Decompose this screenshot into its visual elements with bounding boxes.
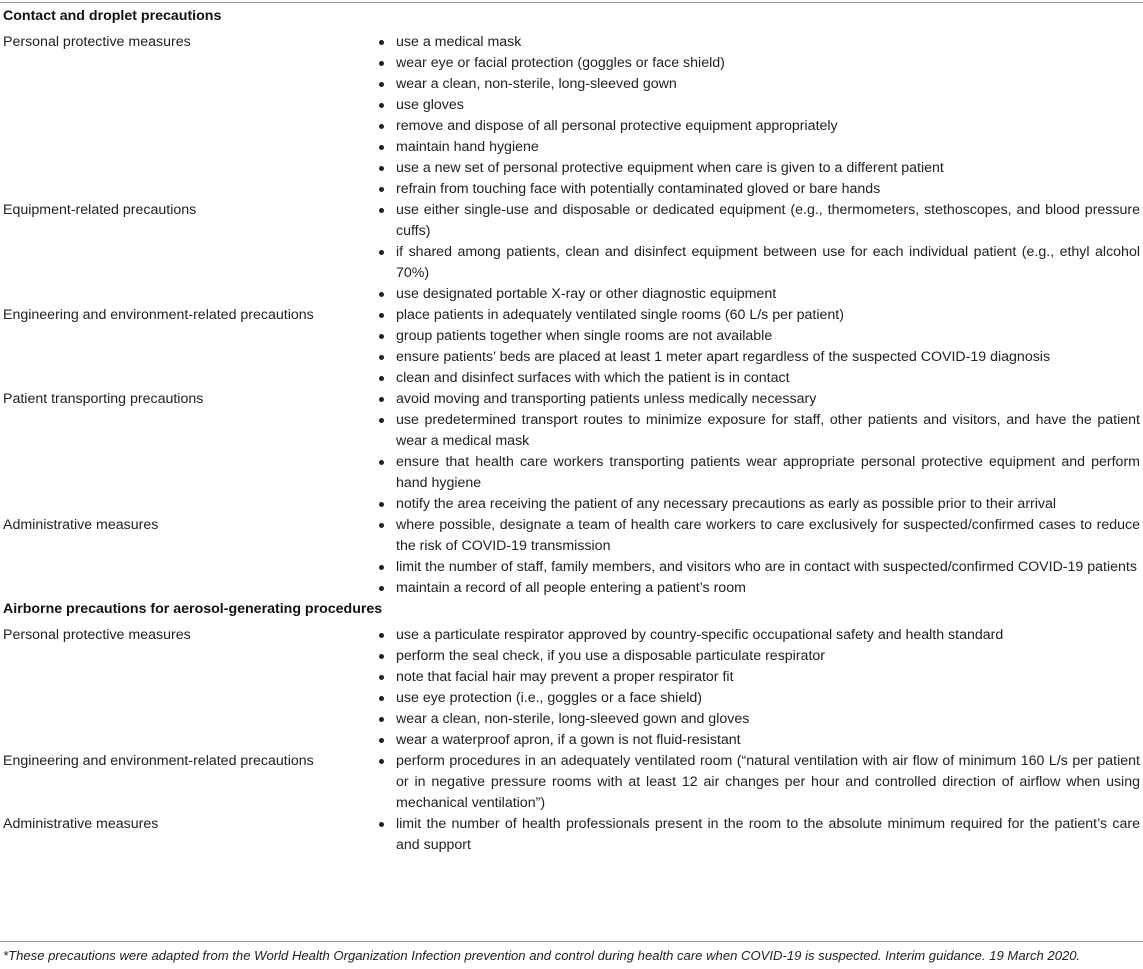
list-item: use a medical mask (372, 32, 1140, 53)
list-item: maintain a record of all people entering a patient’s room (372, 578, 1140, 599)
list-item: perform the seal check, if you use a disposable particulate respirator (372, 646, 1140, 667)
list-item: use predetermined transport routes to minimize exposure for staff, other patients and visitors, and have the patient wear a medical mask (372, 410, 1140, 452)
bullet-list (372, 389, 1140, 515)
list-item: note that facial hair may prevent a proper respirator fit (372, 667, 1140, 688)
section-title: Airborne precautions for aerosol-generating procedures (3, 601, 383, 617)
row-label: Equipment-related precautions (3, 202, 197, 218)
table-footnote: *These precautions were adapted from the World Health Organization Infection prevention and control during health care when COVID-19 is suspected. Interim guidance. 19 March 2020. (3, 948, 1081, 963)
list-item: use a new set of personal protective equipment when care is given to a different patient (372, 158, 1140, 179)
list-item: use either single-use and disposable or dedicated equipment (e.g., thermometers, stethoscopes, and blood pressure cuffs) (372, 200, 1140, 242)
table-row (3, 814, 1140, 856)
list-item: notify the area receiving the patient of any necessary precautions as early as possible prior to their arrival (372, 494, 1140, 515)
bottom-rule (0, 941, 1143, 942)
table-row (3, 515, 1140, 599)
table-row (3, 200, 1140, 305)
table-row (3, 389, 1140, 515)
bullet-list (372, 814, 1140, 856)
row-label: Administrative measures (3, 816, 159, 832)
bullet-list (372, 305, 1140, 389)
list-item: wear a clean, non-sterile, long-sleeved gown and gloves (372, 709, 1140, 730)
table-row (3, 751, 1140, 814)
list-item: avoid moving and transporting patients unless medically necessary (372, 389, 1140, 410)
list-item: where possible, designate a team of health care workers to care exclusively for suspected/confirmed cases to reduce the risk of COVID-19 transmission (372, 515, 1140, 557)
list-item: remove and dispose of all personal protective equipment appropriately (372, 116, 1140, 137)
list-item: use eye protection (i.e., goggles or a face shield) (372, 688, 1140, 709)
list-item: group patients together when single rooms are not available (372, 326, 1140, 347)
list-item: use a particulate respirator approved by country-specific occupational safety and health standard (372, 625, 1140, 646)
list-item: perform procedures in an adequately ventilated room (“natural ventilation with air flow of minimum 160 L/s per patient or in negative pressure rooms with at least 12 air changes per hour and controlled direction of airflow when using mechanical ventilation”) (372, 751, 1140, 814)
list-item: wear eye or facial protection (goggles or face shield) (372, 53, 1140, 74)
row-label: Personal protective measures (3, 627, 191, 643)
top-rule (0, 2, 1143, 3)
list-item: clean and disinfect surfaces with which the patient is in contact (372, 368, 1140, 389)
row-label: Administrative measures (3, 517, 159, 533)
table-row (3, 625, 1140, 751)
list-item: if shared among patients, clean and disinfect equipment between use for each individual patient (e.g., ethyl alcohol 70%) (372, 242, 1140, 284)
bullet-list (372, 200, 1140, 305)
list-item: ensure that health care workers transporting patients wear appropriate personal protective equipment and perform hand hygiene (372, 452, 1140, 494)
bullet-list (372, 32, 1140, 200)
list-item: wear a waterproof apron, if a gown is not fluid-resistant (372, 730, 1140, 751)
row-label: Engineering and environment-related precautions (3, 307, 314, 323)
bullet-list (372, 751, 1140, 814)
list-item: use gloves (372, 95, 1140, 116)
row-label: Personal protective measures (3, 34, 191, 50)
row-label: Engineering and environment-related precautions (3, 753, 314, 769)
list-item: refrain from touching face with potentially contaminated gloved or bare hands (372, 179, 1140, 200)
list-item: wear a clean, non-sterile, long-sleeved gown (372, 74, 1140, 95)
table-row (3, 305, 1140, 389)
list-item: limit the number of staff, family members, and visitors who are in contact with suspected/confirmed COVID-19 patients (372, 557, 1140, 578)
precautions-table (3, 6, 1140, 856)
bullet-list (372, 625, 1140, 751)
section-title: Contact and droplet precautions (3, 8, 222, 24)
list-item: ensure patients’ beds are placed at least 1 meter apart regardless of the suspected COVID-19 diagnosis (372, 347, 1140, 368)
table-row (3, 32, 1140, 200)
list-item: use designated portable X-ray or other diagnostic equipment (372, 284, 1140, 305)
row-label: Patient transporting precautions (3, 391, 204, 407)
list-item: place patients in adequately ventilated single rooms (60 L/s per patient) (372, 305, 1140, 326)
list-item: maintain hand hygiene (372, 137, 1140, 158)
bullet-list (372, 515, 1140, 599)
list-item: limit the number of health professionals present in the room to the absolute minimum required for the patient’s care and support (372, 814, 1140, 856)
